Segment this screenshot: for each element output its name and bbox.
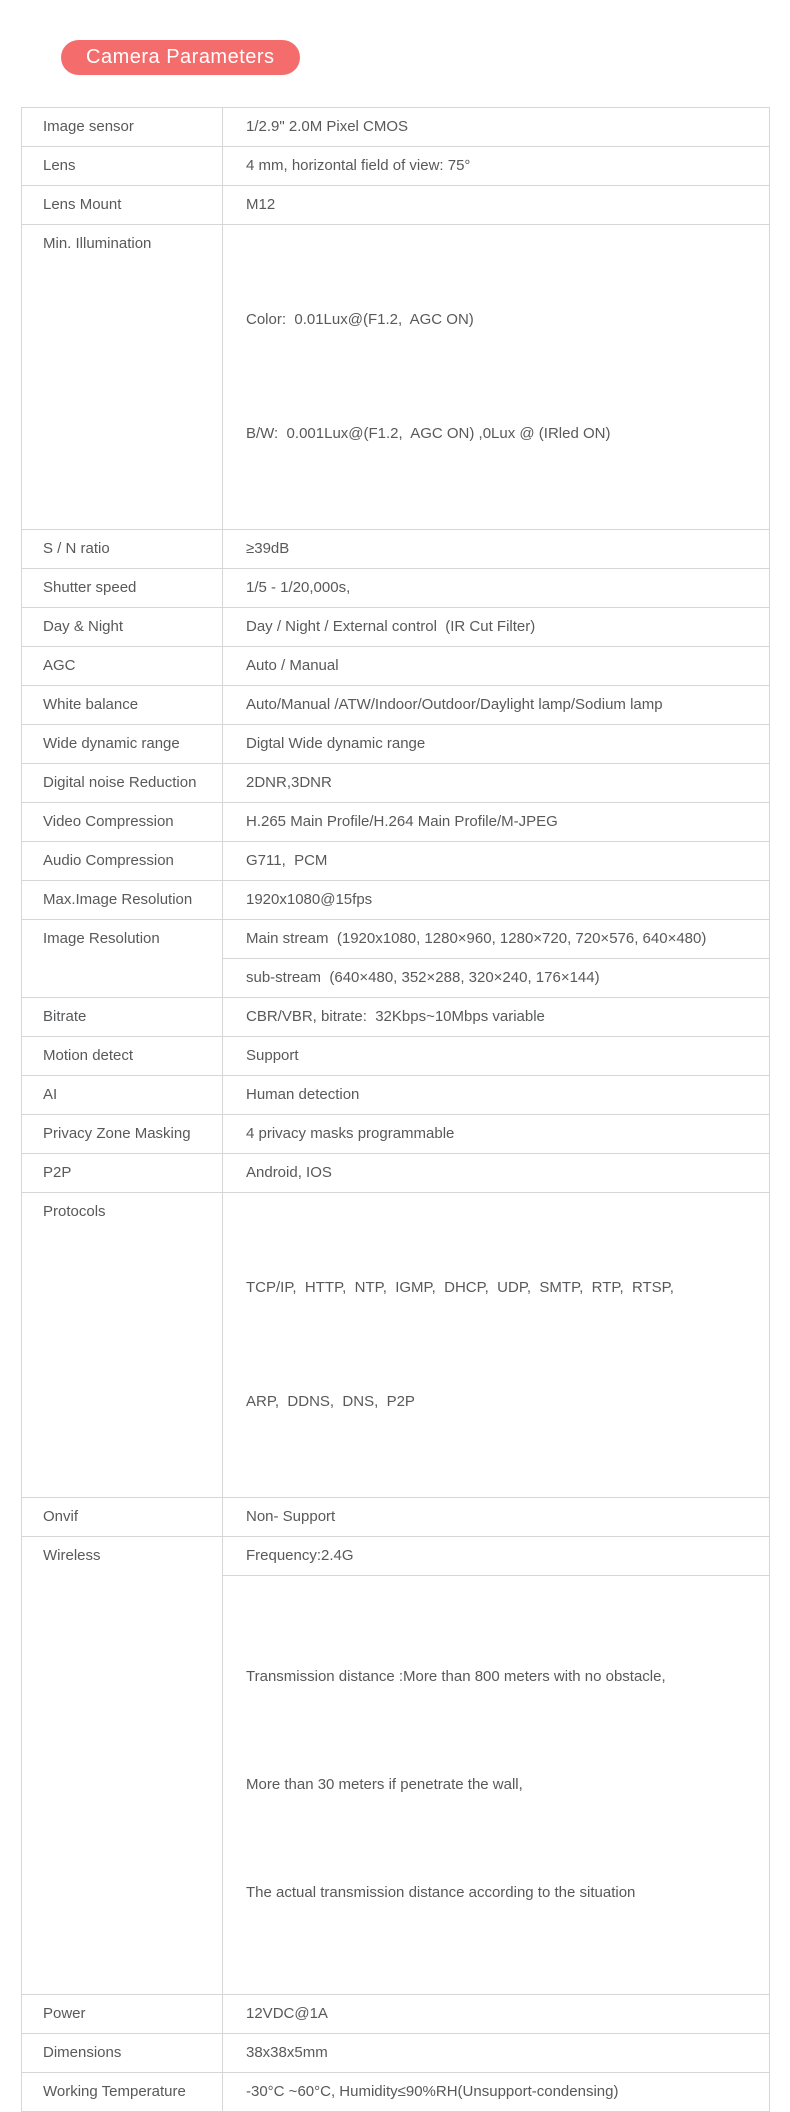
row-value: Day / Night / External control (IR Cut Filter) xyxy=(223,608,770,647)
value-line: More than 30 meters if penetrate the wall, xyxy=(246,1776,523,1793)
table-row-white-balance xyxy=(22,686,770,725)
table-row-bitrate xyxy=(22,998,770,1037)
row-label: Motion detect xyxy=(22,1037,223,1076)
row-value: Auto/Manual /ATW/Indoor/Outdoor/Daylight lamp/Sodium lamp xyxy=(223,686,770,725)
table-row-digital-noise-reduction xyxy=(22,764,770,803)
value-line: ARP, DDNS, DNS, P2P xyxy=(246,1393,415,1410)
row-value-sub-stream: sub-stream (640×480, 352×288, 320×240, 176×144) xyxy=(223,959,770,998)
camera-parameters-table xyxy=(21,107,770,2112)
row-value: Android, IOS xyxy=(223,1154,770,1193)
row-label: Protocols xyxy=(22,1193,223,1498)
row-value: Digtal Wide dynamic range xyxy=(223,725,770,764)
row-label: Lens xyxy=(22,147,223,186)
row-value: M12 xyxy=(223,186,770,225)
row-label: Privacy Zone Masking xyxy=(22,1115,223,1154)
table-row-motion-detect xyxy=(22,1037,770,1076)
row-label: Image sensor xyxy=(22,108,223,147)
row-value: CBR/VBR, bitrate: 32Kbps~10Mbps variable xyxy=(223,998,770,1037)
row-value-main-stream: Main stream (1920x1080, 1280×960, 1280×720, 720×576, 640×480) xyxy=(223,920,770,959)
table-row-video-compression xyxy=(22,803,770,842)
row-label: Wide dynamic range xyxy=(22,725,223,764)
row-label: Image Resolution xyxy=(22,920,223,998)
row-label: Power xyxy=(22,1995,223,2034)
table-row-power xyxy=(22,1995,770,2034)
table-row-privacy-zone-masking xyxy=(22,1115,770,1154)
table-row-lens-mount xyxy=(22,186,770,225)
table-row-lens xyxy=(22,147,770,186)
table-row-sn-ratio xyxy=(22,530,770,569)
row-value: 4 mm, horizontal field of view: 75° xyxy=(223,147,770,186)
table-row-max-image-resolution xyxy=(22,881,770,920)
row-value: H.265 Main Profile/H.264 Main Profile/M-JPEG xyxy=(223,803,770,842)
row-value: Auto / Manual xyxy=(223,647,770,686)
table-row-onvif xyxy=(22,1498,770,1537)
row-label: Max.Image Resolution xyxy=(22,881,223,920)
value-line: The actual transmission distance according to the situation xyxy=(246,1884,636,1901)
table-row-min-illumination xyxy=(22,225,770,530)
row-value: 1920x1080@15fps xyxy=(223,881,770,920)
row-label: Onvif xyxy=(22,1498,223,1537)
table-row-shutter-speed xyxy=(22,569,770,608)
table-row-wireless xyxy=(22,1537,770,1576)
page-title: Camera Parameters xyxy=(86,46,275,68)
table-row-image-sensor xyxy=(22,108,770,147)
table-row-p2p xyxy=(22,1154,770,1193)
row-value: 12VDC@1A xyxy=(223,1995,770,2034)
row-value: ≥39dB xyxy=(223,530,770,569)
table-row-protocols xyxy=(22,1193,770,1498)
row-value-transmission-note xyxy=(223,1576,770,1995)
row-value: 2DNR,3DNR xyxy=(223,764,770,803)
row-value-frequency: Frequency:2.4G xyxy=(223,1537,770,1576)
table-row-day-night xyxy=(22,608,770,647)
table-row-wide-dynamic-range xyxy=(22,725,770,764)
row-label: Dimensions xyxy=(22,2034,223,2073)
value-line: Transmission distance :More than 800 meters with no obstacle, xyxy=(246,1668,666,1685)
row-value xyxy=(223,1193,770,1498)
row-label: Video Compression xyxy=(22,803,223,842)
value-line: Color: 0.01Lux@(F1.2, AGC ON) xyxy=(246,311,474,328)
row-label: Working Temperature xyxy=(22,2073,223,2112)
row-value: -30°C ~60°C, Humidity≤90%RH(Unsupport-condensing) xyxy=(223,2073,770,2112)
row-label: AI xyxy=(22,1076,223,1115)
row-value: G711, PCM xyxy=(223,842,770,881)
row-label: Wireless xyxy=(22,1537,223,1995)
row-label: Bitrate xyxy=(22,998,223,1037)
row-value: Human detection xyxy=(223,1076,770,1115)
table-row-working-temperature xyxy=(22,2073,770,2112)
row-value: Non- Support xyxy=(223,1498,770,1537)
row-value xyxy=(223,225,770,530)
table-row-image-resolution xyxy=(22,920,770,959)
row-label: Min. Illumination xyxy=(22,225,223,530)
row-label: P2P xyxy=(22,1154,223,1193)
page-title-badge xyxy=(61,40,300,75)
row-value: 1/2.9" 2.0M Pixel CMOS xyxy=(223,108,770,147)
row-label: AGC xyxy=(22,647,223,686)
row-label: White balance xyxy=(22,686,223,725)
row-label: Audio Compression xyxy=(22,842,223,881)
row-value: 4 privacy masks programmable xyxy=(223,1115,770,1154)
row-value: 1/5 - 1/20,000s, xyxy=(223,569,770,608)
row-label: Day & Night xyxy=(22,608,223,647)
row-value: 38x38x5mm xyxy=(223,2034,770,2073)
table-row-dimensions xyxy=(22,2034,770,2073)
value-line: B/W: 0.001Lux@(F1.2, AGC ON) ,0Lux @ (IRled ON) xyxy=(246,425,611,442)
row-label: S / N ratio xyxy=(22,530,223,569)
row-label: Shutter speed xyxy=(22,569,223,608)
value-line: TCP/IP, HTTP, NTP, IGMP, DHCP, UDP, SMTP, RTP, RTSP, xyxy=(246,1279,674,1296)
row-value: Support xyxy=(223,1037,770,1076)
table-row-audio-compression xyxy=(22,842,770,881)
table-row-ai xyxy=(22,1076,770,1115)
table-row-agc xyxy=(22,647,770,686)
row-label: Lens Mount xyxy=(22,186,223,225)
row-label: Digital noise Reduction xyxy=(22,764,223,803)
